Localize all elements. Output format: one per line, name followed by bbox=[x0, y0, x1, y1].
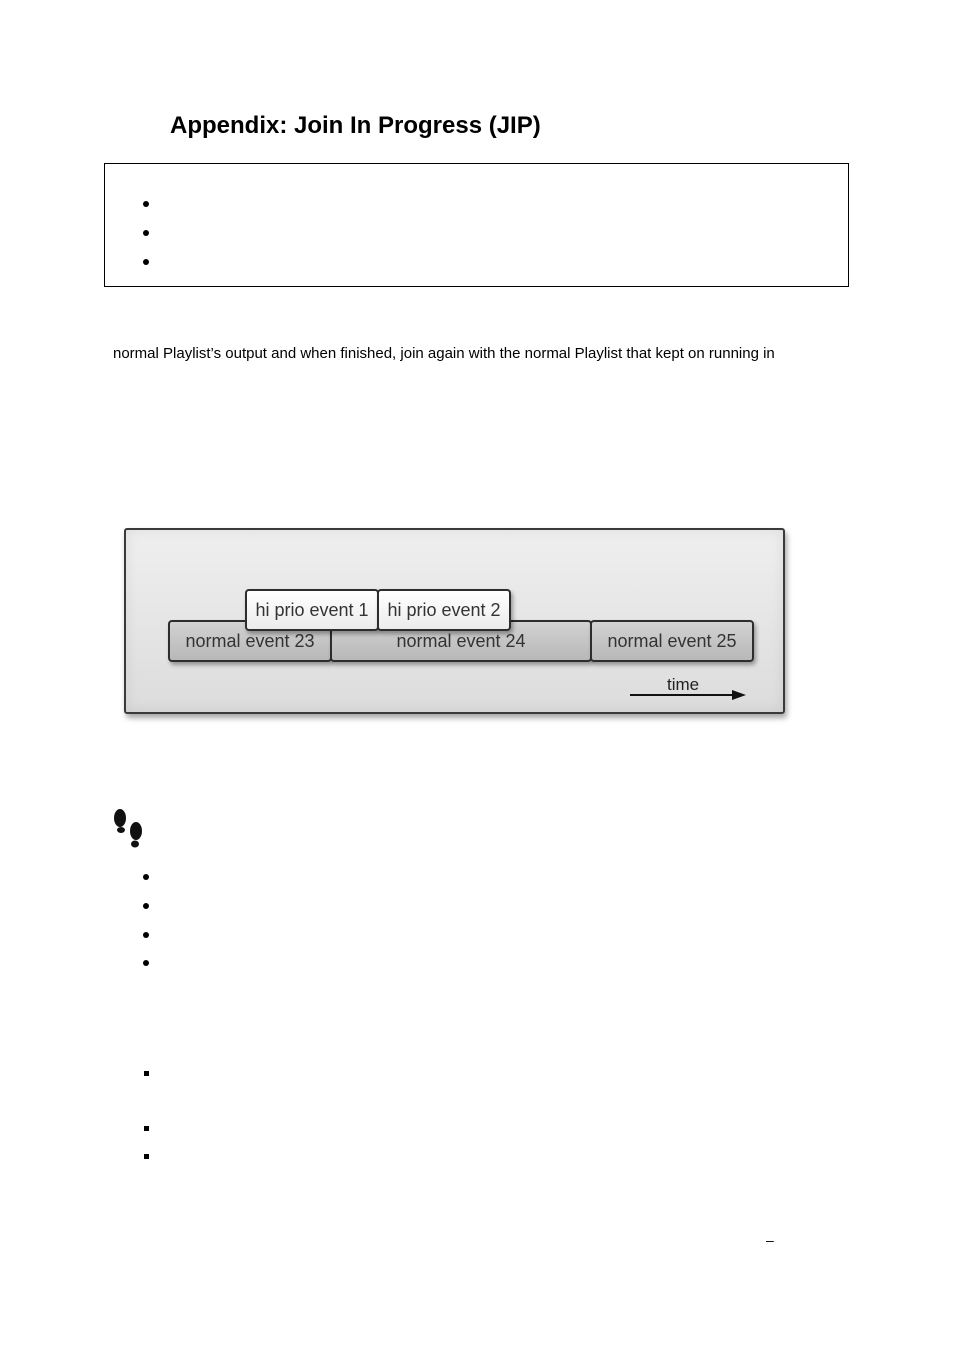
normal-event-23: normal event 23 bbox=[168, 620, 332, 662]
list-bullet-3 bbox=[143, 932, 149, 938]
time-axis-label: time bbox=[667, 675, 700, 694]
time-arrow-icon bbox=[630, 689, 746, 701]
sublist-bullet-3 bbox=[144, 1154, 149, 1159]
list-bullet-1 bbox=[143, 874, 149, 880]
summary-bullet-3 bbox=[143, 259, 149, 265]
normal-event-24: normal event 24 bbox=[330, 620, 592, 662]
footprints-icon bbox=[112, 808, 144, 852]
summary-bullet-1 bbox=[143, 201, 149, 207]
list-bullet-4 bbox=[143, 960, 149, 966]
sublist-bullet-2 bbox=[144, 1126, 149, 1131]
page-title: Appendix: Join In Progress (JIP) bbox=[170, 112, 541, 139]
list-bullet-2 bbox=[143, 903, 149, 909]
summary-box bbox=[104, 163, 849, 287]
summary-bullet-2 bbox=[143, 230, 149, 236]
hi-prio-event-2: hi prio event 2 bbox=[377, 589, 511, 631]
page-marker: – bbox=[766, 1232, 774, 1248]
normal-event-25: normal event 25 bbox=[590, 620, 754, 662]
playlist-timeline-diagram bbox=[124, 528, 785, 714]
hi-prio-event-1: hi prio event 1 bbox=[245, 589, 379, 631]
sublist-bullet-1 bbox=[144, 1071, 149, 1076]
body-text-line: normal Playlist’s output and when finished, join again with the normal Playlist that kept on running in bbox=[113, 345, 775, 362]
